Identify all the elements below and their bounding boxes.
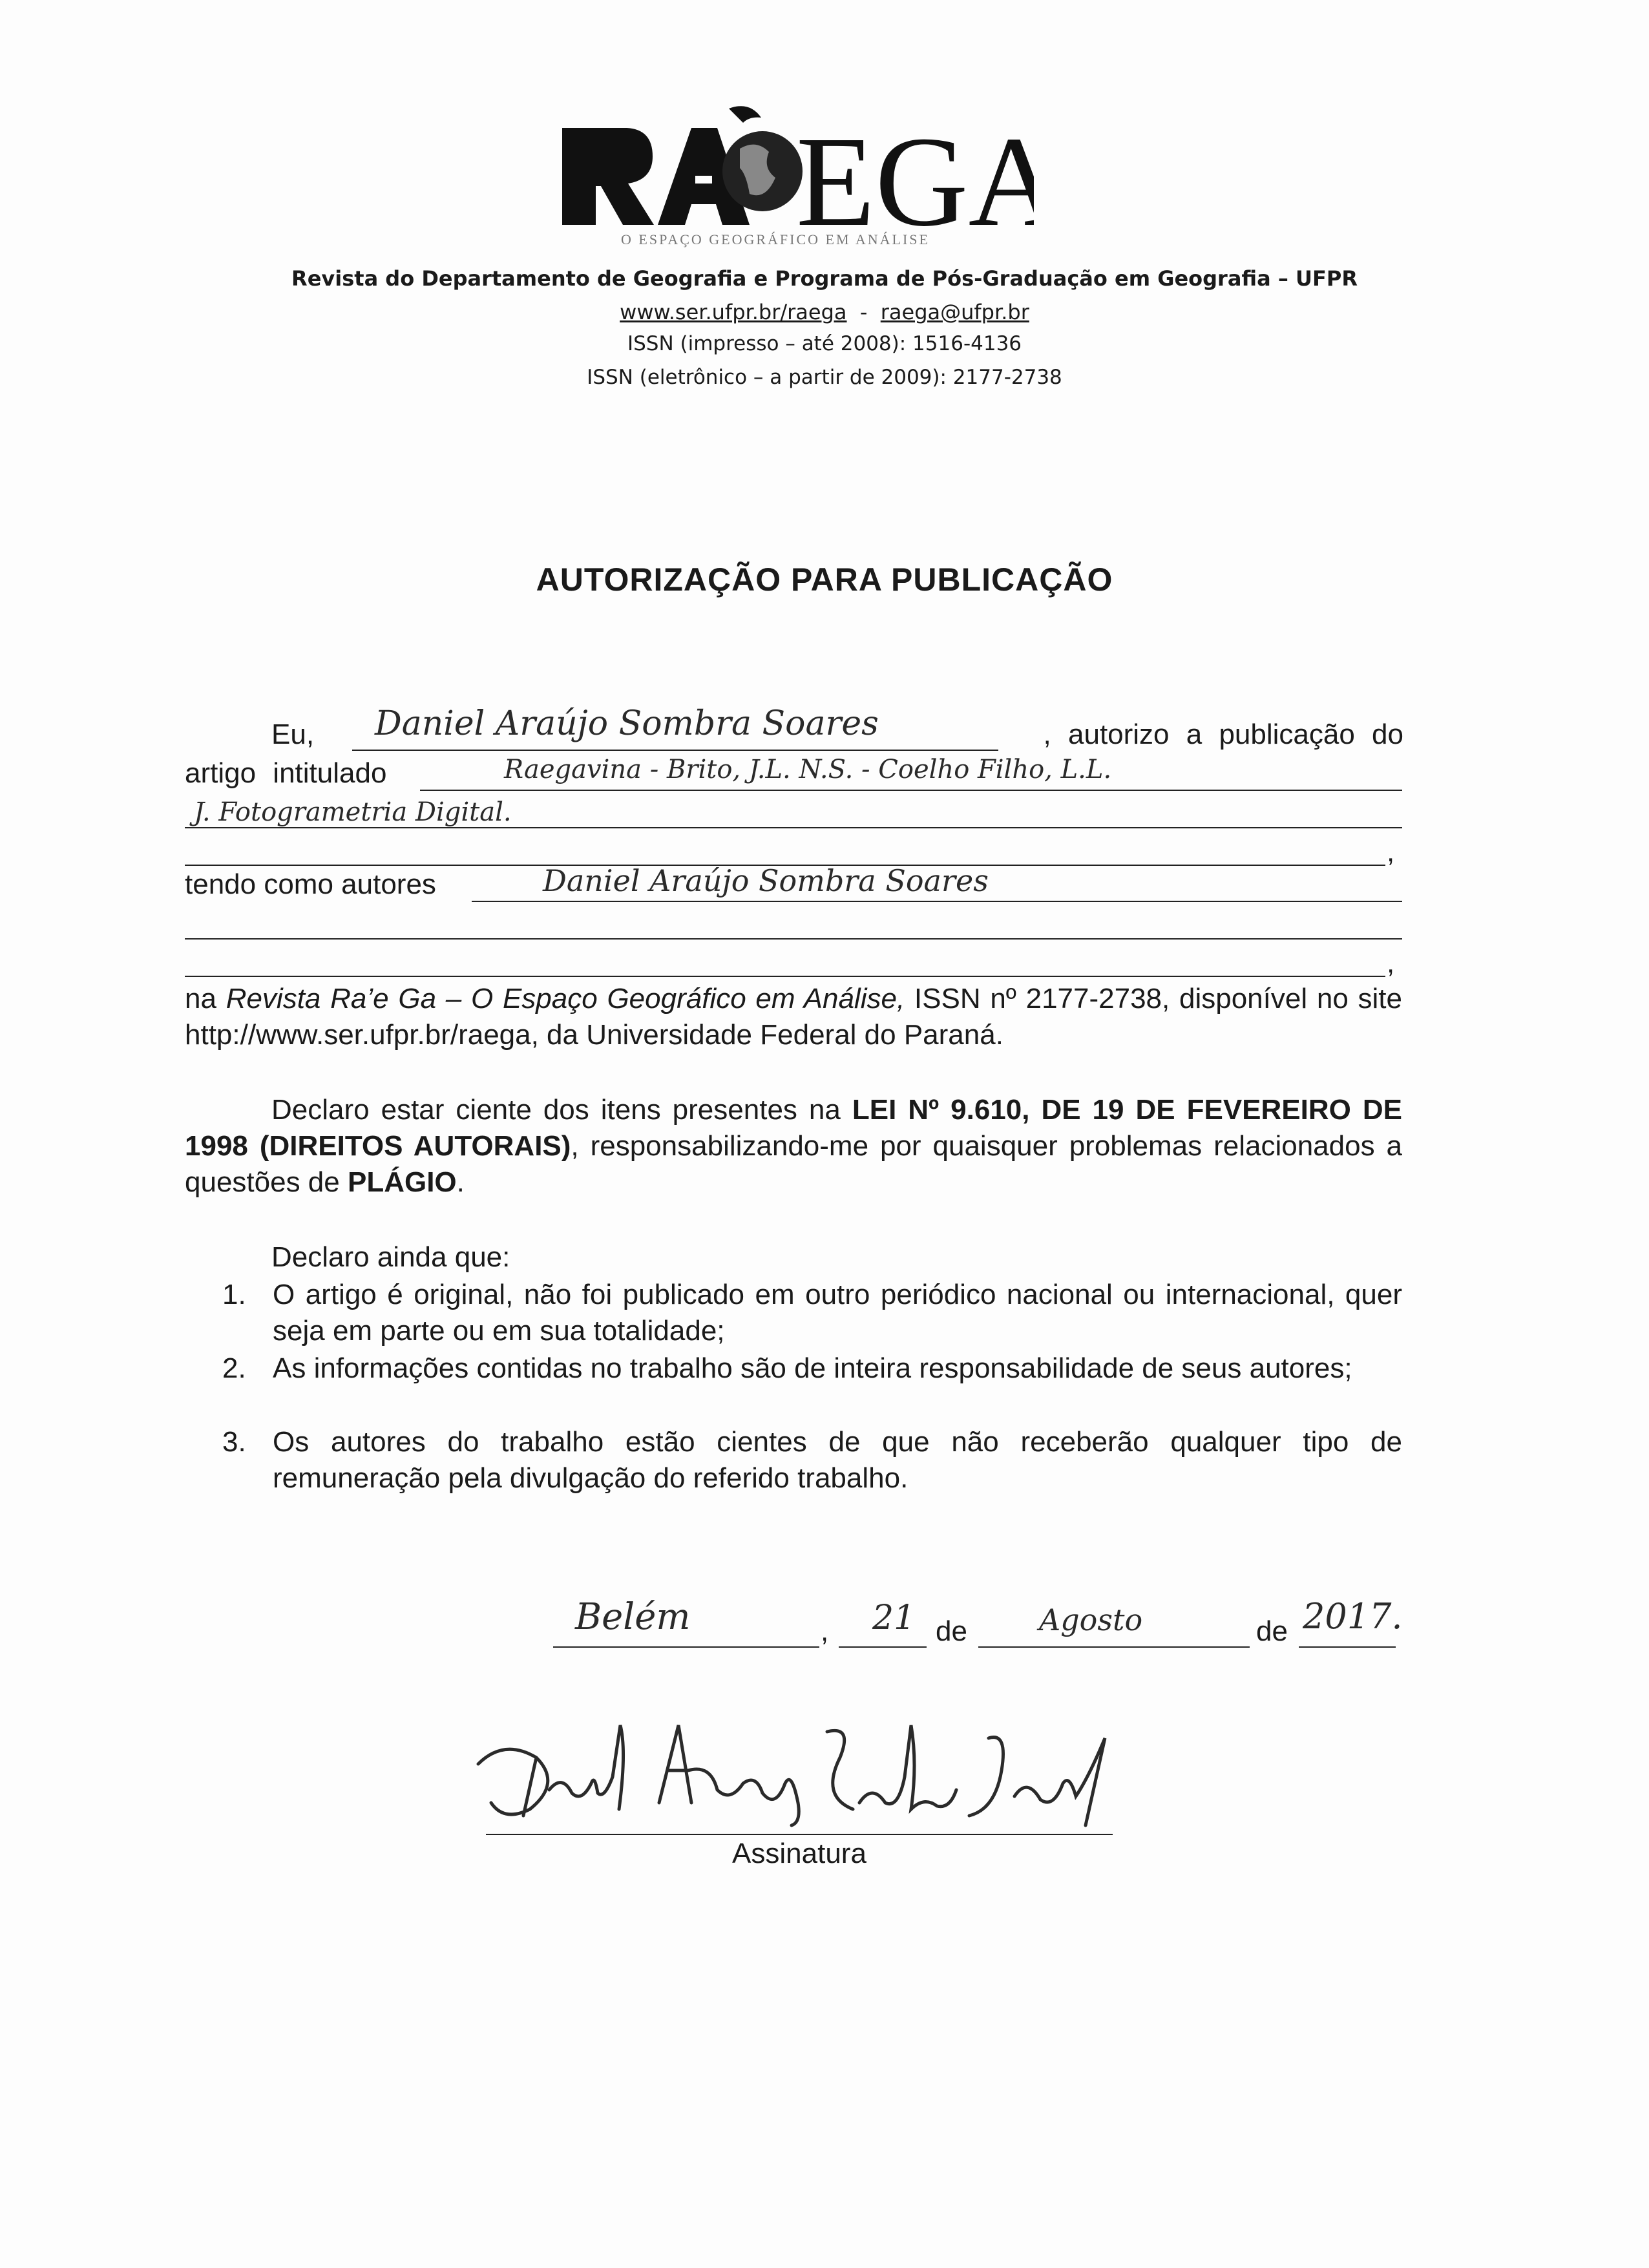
issn-electronic: ISSN (eletrônico – a partir de 2009): 2177-2738 (587, 366, 1062, 389)
list-item-text: O artigo é original, não foi publicado em outro periódico nacional ou internacional, quer seja em parte ou em sua totalidade; (273, 1279, 1402, 1347)
declaration-pre: Declaro estar ciente dos itens presentes na (271, 1094, 852, 1126)
comma-1: , (1387, 836, 1395, 868)
month-handwritten: Agosto (1039, 1602, 1143, 1637)
website-link[interactable]: www.ser.ufpr.br/raega (620, 300, 847, 324)
day-line (839, 1646, 927, 1648)
comma-2: , (1387, 947, 1395, 979)
list-item-number: 3. (222, 1426, 246, 1458)
page-title: AUTORIZAÇÃO PARA PUBLICAÇÃO (536, 562, 1113, 598)
journal-ref-name: Revista Ra’e Ga – O Espaço Geográfico em Análise, (226, 983, 905, 1014)
list-item (213, 1424, 1402, 1496)
eu-label: Eu, (271, 719, 315, 750)
de-label-2: de (1256, 1615, 1288, 1647)
declaration-intro (185, 1239, 1402, 1276)
law-reference: LEI Nº 9.610, DE 19 DE FEVEREIRO DE 1998 (DIREITOS AUTORAIS) (185, 1094, 1402, 1162)
article-title-handwritten-2: J. Fotogrametria Digital. (194, 797, 512, 827)
article-title-handwritten-1: Raegavina - Brito, J.L. N.S. - Coelho Filho, L.L. (504, 755, 1112, 784)
authors-handwritten: Daniel Araújo Sombra Soares (543, 863, 989, 898)
city-line (553, 1646, 819, 1648)
journal-ref-pre: na (185, 983, 226, 1014)
list-item (213, 1277, 1402, 1349)
month-line (978, 1646, 1250, 1648)
plagio-term: PLÁGIO (347, 1166, 457, 1198)
year-line (1299, 1646, 1396, 1648)
article-title-line-2 (185, 827, 1402, 828)
journal-ref-post: ISSN nº 2177-2738, disponível no site http://www.ser.ufpr.br/raega, da Universidade Federal do Paraná. (185, 983, 1402, 1051)
article-label: artigo intitulado (185, 757, 387, 789)
signature-icon (465, 1712, 1137, 1829)
year-handwritten: 2017. (1303, 1596, 1403, 1637)
authors-line-3 (185, 976, 1385, 977)
list-item-text: As informações contidas no trabalho são de inteira responsabilidade de seus autores; (273, 1352, 1352, 1384)
declaration-paragraph (185, 1092, 1402, 1201)
signature-scribble (465, 1712, 1137, 1829)
authors-line-1 (472, 901, 1402, 902)
city-handwritten: Belém (575, 1596, 691, 1638)
link-separator: - (859, 300, 868, 324)
article-title-line-1 (420, 790, 1402, 791)
journal-links (0, 300, 1649, 324)
day-handwritten: 21 (872, 1599, 916, 1637)
de-label-1: de (936, 1615, 967, 1647)
raega-logo (556, 103, 1034, 252)
declaration-intro-text: Declaro ainda que: (271, 1241, 510, 1273)
list-item (213, 1350, 1402, 1387)
author-name-line (352, 750, 998, 751)
signature-label: Assinatura (732, 1838, 867, 1869)
author-name-handwritten: Daniel Araújo Sombra Soares (375, 704, 879, 743)
declaration-mid: , responsabilizando-me por quaisquer problemas relacionados a questões de (185, 1130, 1402, 1198)
journal-header: Revista do Departamento de Geografia e Programa de Pós-Graduação em Geografia – UFPR (291, 266, 1358, 291)
list-item-number: 2. (222, 1352, 246, 1384)
raega-logo-mark (556, 103, 1034, 233)
authorize-label: , autorizo a publicação do (1043, 719, 1403, 750)
logo-tagline: O ESPAÇO GEOGRÁFICO EM ANÁLISE (621, 231, 930, 247)
logo-text: EGA (796, 110, 1034, 233)
authors-label: tendo como autores (185, 868, 436, 900)
journal-reference-paragraph (185, 981, 1402, 1053)
email-link[interactable]: raega@ufpr.br (880, 300, 1029, 324)
list-item-number: 1. (222, 1279, 246, 1310)
date-comma: , (821, 1615, 829, 1647)
authors-line-2 (185, 938, 1402, 940)
declaration-end: . (456, 1166, 465, 1198)
list-item-text: Os autores do trabalho estão cientes de que não receberão qualquer tipo de remuneração pela divulgação do referido trabalho. (273, 1426, 1402, 1494)
issn-print: ISSN (impresso – até 2008): 1516-4136 (627, 332, 1022, 355)
